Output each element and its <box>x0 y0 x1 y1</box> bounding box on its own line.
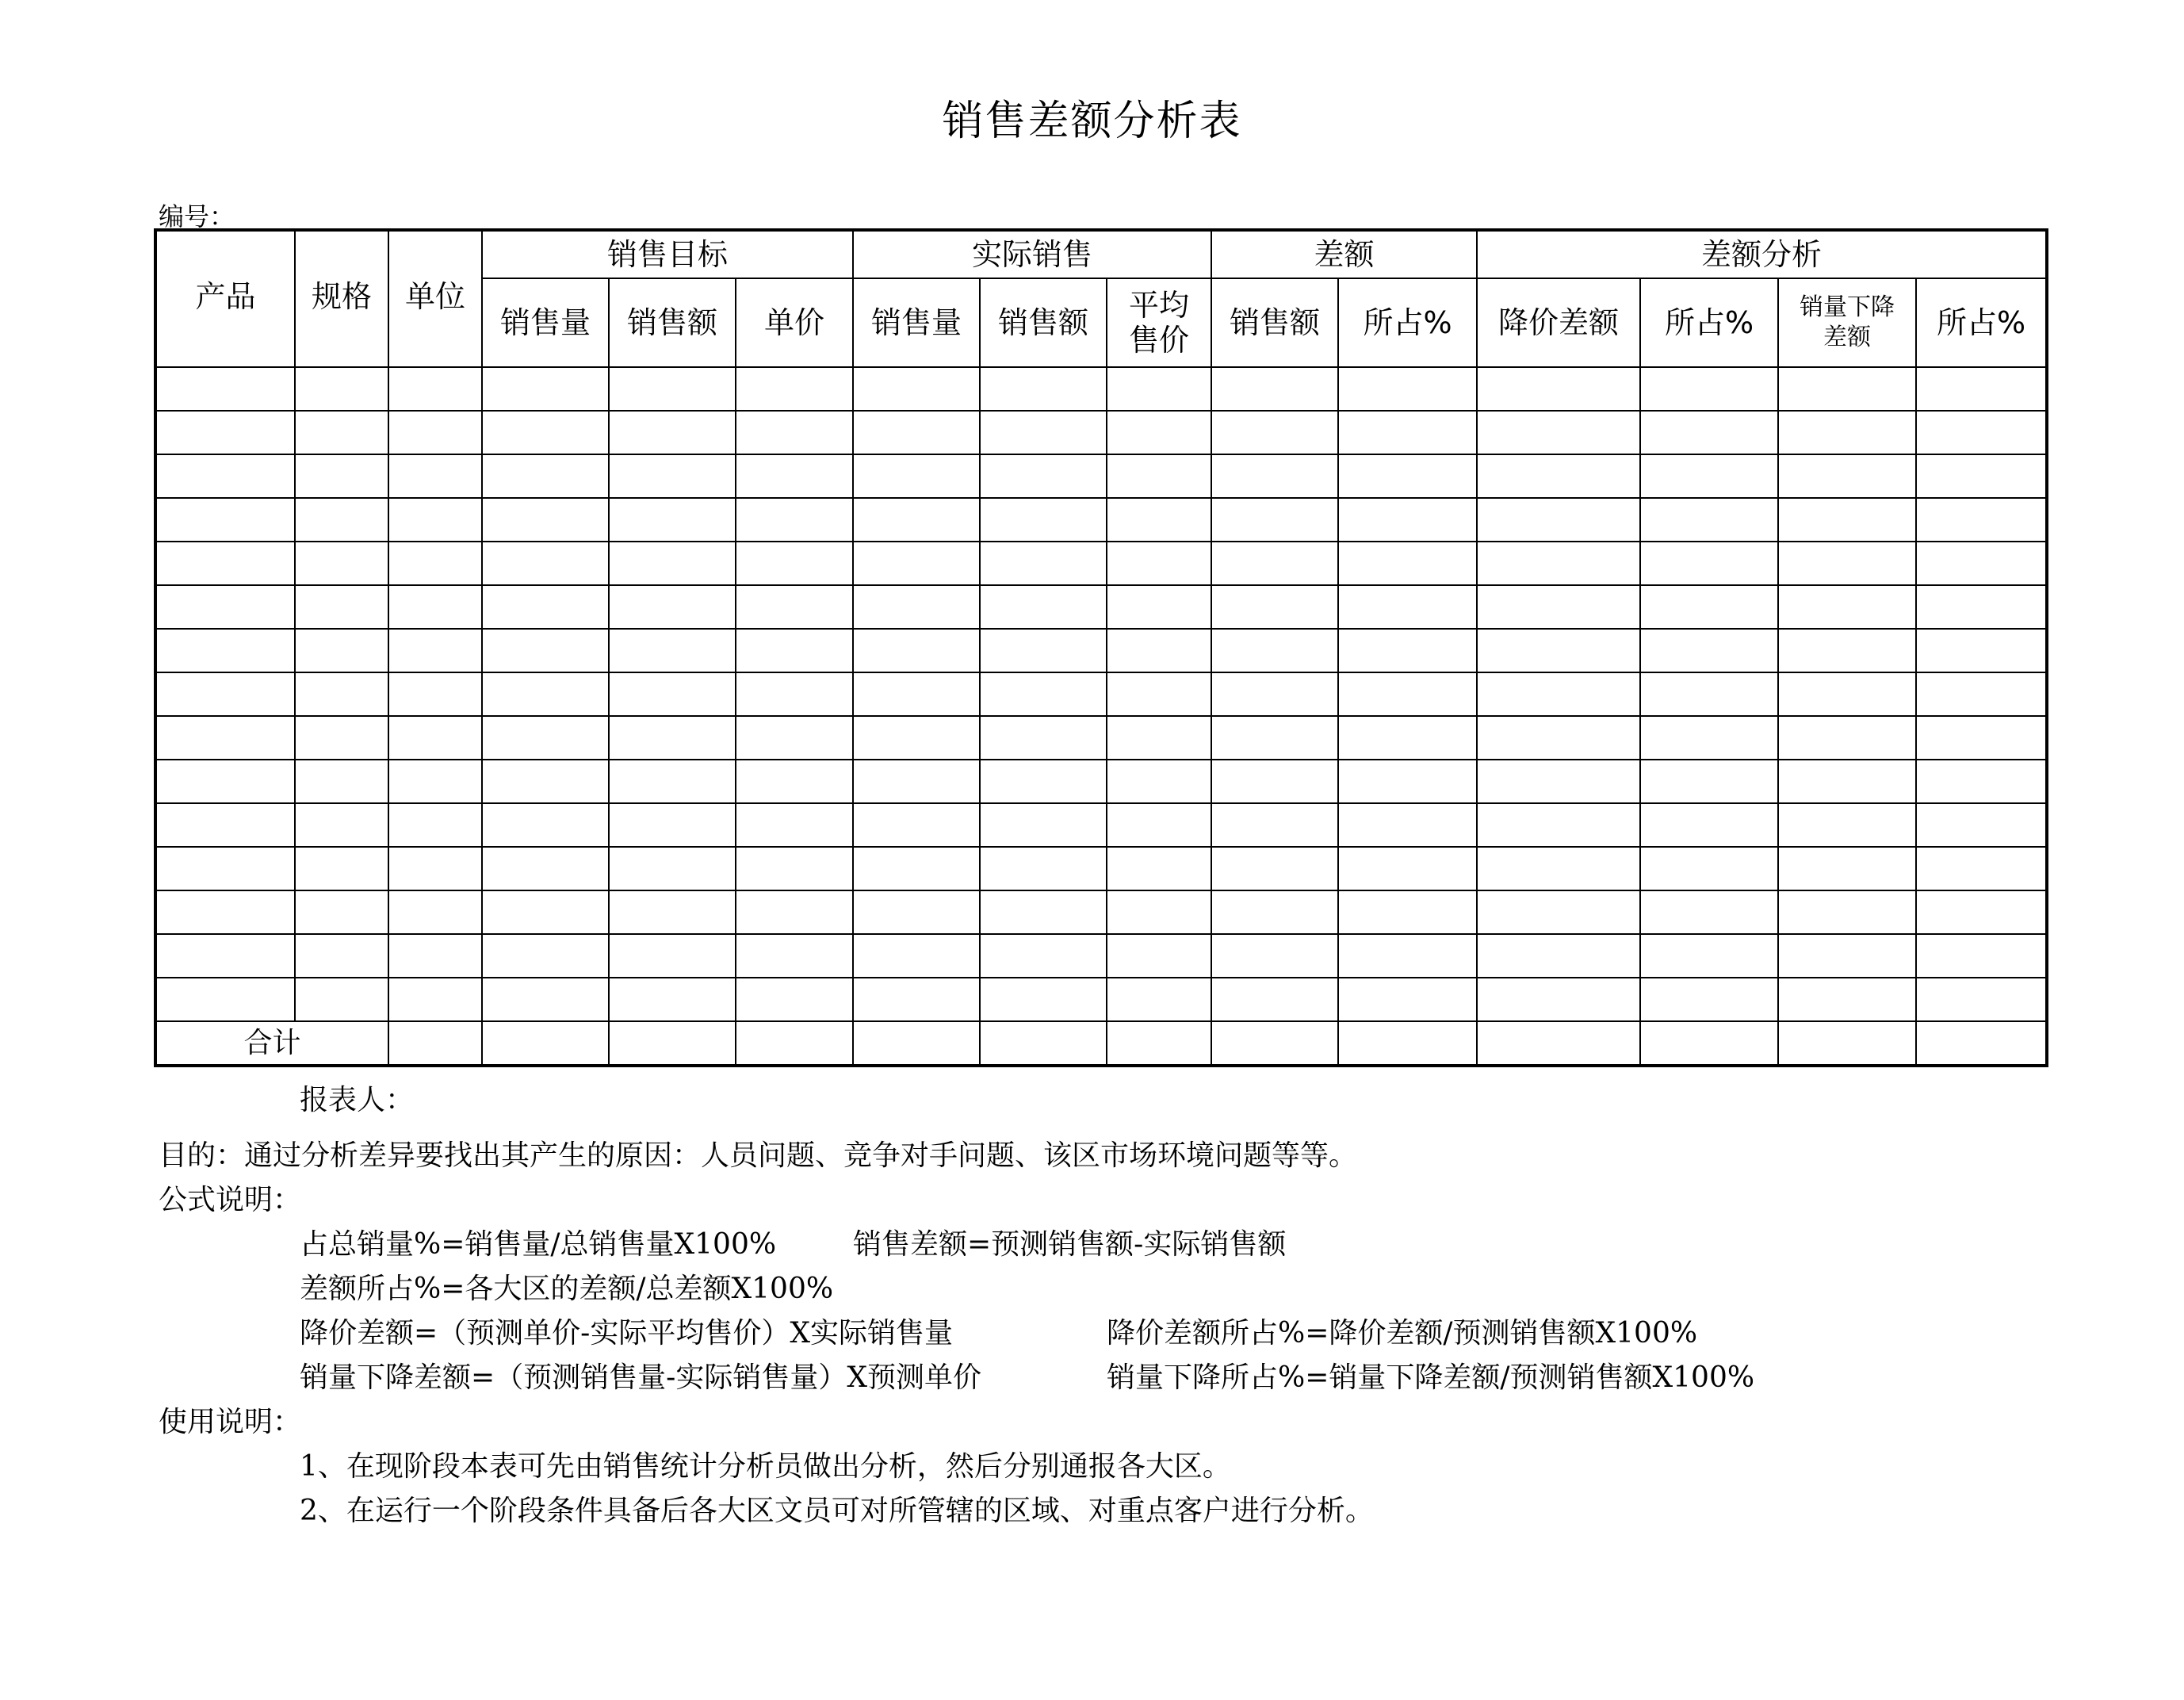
table-cell <box>388 716 482 760</box>
table-cell <box>853 585 980 629</box>
table-cell <box>609 760 736 803</box>
header-price-drop-share: 所占% <box>1640 278 1778 367</box>
table-cell <box>1916 1021 2047 1066</box>
table-cell <box>1640 542 1778 585</box>
header-product: 产品 <box>155 230 295 367</box>
table-cell <box>980 847 1107 890</box>
table-cell <box>482 542 609 585</box>
table-cell <box>853 716 980 760</box>
table-cell <box>1477 934 1640 978</box>
table-cell <box>482 847 609 890</box>
table-cell <box>482 629 609 672</box>
table-cell <box>388 585 482 629</box>
table-cell <box>1338 367 1477 411</box>
table-cell <box>388 411 482 454</box>
table-cell <box>1107 1021 1211 1066</box>
table-cell <box>295 542 388 585</box>
table-cell <box>1477 760 1640 803</box>
formula-price-drop-diff: 降价差额=（预测单价-实际平均售价）X实际销售量 <box>300 1317 953 1350</box>
table-row <box>155 629 2047 672</box>
table-cell <box>736 367 853 411</box>
table-cell <box>388 1021 482 1066</box>
table-cell <box>155 934 295 978</box>
table-cell <box>1640 498 1778 542</box>
header-volume-drop-share: 所占% <box>1916 278 2047 367</box>
table-cell <box>1338 672 1477 716</box>
table-cell <box>1477 454 1640 498</box>
table-cell <box>736 890 853 934</box>
header-diff-share: 所占% <box>1338 278 1477 367</box>
table-cell <box>482 934 609 978</box>
table-cell <box>482 978 609 1021</box>
table-cell <box>295 716 388 760</box>
table-cell <box>295 890 388 934</box>
table-cell <box>388 498 482 542</box>
header-spec: 规格 <box>295 230 388 367</box>
table-row <box>155 716 2047 760</box>
table-cell <box>388 803 482 847</box>
table-cell <box>1477 978 1640 1021</box>
table-cell <box>980 978 1107 1021</box>
usage-title: 使用说明： <box>159 1406 302 1438</box>
header-target-unit-price: 单价 <box>736 278 853 367</box>
table-cell <box>736 672 853 716</box>
table-cell <box>295 847 388 890</box>
table-cell <box>853 454 980 498</box>
table-cell <box>853 672 980 716</box>
table-cell <box>295 760 388 803</box>
table-cell <box>1211 847 1338 890</box>
table-row <box>155 934 2047 978</box>
table-row <box>155 585 2047 629</box>
table-cell <box>609 629 736 672</box>
table-cell <box>1640 454 1778 498</box>
table-cell <box>388 542 482 585</box>
table-row <box>155 760 2047 803</box>
table-cell <box>388 454 482 498</box>
table-row <box>155 367 2047 411</box>
table-cell <box>980 498 1107 542</box>
table-cell <box>1477 672 1640 716</box>
table-cell <box>1640 367 1778 411</box>
table-cell <box>853 542 980 585</box>
table-cell <box>1916 629 2047 672</box>
table-cell <box>609 716 736 760</box>
header-difference-analysis: 差额分析 <box>1477 230 2047 278</box>
table-cell <box>482 367 609 411</box>
table-cell <box>1640 1021 1778 1066</box>
table-cell <box>853 934 980 978</box>
table-cell <box>482 1021 609 1066</box>
table-cell <box>736 454 853 498</box>
table-cell <box>1778 978 1916 1021</box>
table-cell <box>295 454 388 498</box>
table-cell <box>1107 585 1211 629</box>
table-cell <box>1778 498 1916 542</box>
usage-item-1: 1、在现阶段本表可先由销售统计分析员做出分析，然后分别通报各大区。 <box>300 1450 1231 1483</box>
table-cell <box>1211 498 1338 542</box>
table-cell <box>1778 1021 1916 1066</box>
table-cell <box>388 629 482 672</box>
usage-item-2: 2、在运行一个阶段条件具备后各大区文员可对所管辖的区域、对重点客户进行分析。 <box>300 1495 1374 1527</box>
table-cell <box>155 411 295 454</box>
table-cell <box>1916 760 2047 803</box>
table-cell <box>1477 585 1640 629</box>
table-cell <box>1211 629 1338 672</box>
table-cell <box>1107 934 1211 978</box>
table-cell <box>1211 672 1338 716</box>
table-cell <box>1107 542 1211 585</box>
total-label: 合计 <box>155 1021 388 1066</box>
table-cell <box>609 367 736 411</box>
table-cell <box>609 978 736 1021</box>
formula-volume-drop-diff: 销量下降差额=（预测销售量-实际销售量）X预测单价 <box>300 1361 981 1394</box>
table-cell <box>736 978 853 1021</box>
table-cell <box>388 847 482 890</box>
table-cell <box>1338 629 1477 672</box>
header-actual-sales: 实际销售 <box>853 230 1211 278</box>
table-cell <box>155 672 295 716</box>
header-difference: 差额 <box>1211 230 1477 278</box>
table-cell <box>1640 585 1778 629</box>
notes-section <box>159 1078 1755 1700</box>
serial-number-label: 编号： <box>159 201 235 232</box>
table-cell <box>853 1021 980 1066</box>
total-row <box>155 1021 2047 1066</box>
table-cell <box>1778 411 1916 454</box>
table-cell <box>1107 716 1211 760</box>
table-cell <box>1338 847 1477 890</box>
table-cell <box>980 585 1107 629</box>
table-cell <box>1778 760 1916 803</box>
table-cell <box>1916 890 2047 934</box>
table-cell <box>1778 716 1916 760</box>
table-cell <box>1477 847 1640 890</box>
table-cell <box>1107 454 1211 498</box>
table-cell <box>1107 803 1211 847</box>
table-cell <box>1916 847 2047 890</box>
table-cell <box>1916 978 2047 1021</box>
table-cell <box>736 716 853 760</box>
table-cell <box>295 585 388 629</box>
table-cell <box>388 672 482 716</box>
table-cell <box>736 934 853 978</box>
table-cell <box>736 803 853 847</box>
table-cell <box>1107 890 1211 934</box>
table-cell <box>1778 367 1916 411</box>
table-cell <box>1107 498 1211 542</box>
table-cell <box>980 454 1107 498</box>
table-cell <box>388 367 482 411</box>
table-cell <box>155 890 295 934</box>
table-cell <box>1338 411 1477 454</box>
formula-volume-share: 占总销量%=销售量/总销售量X100% <box>300 1228 777 1261</box>
table-cell <box>1338 454 1477 498</box>
table-cell <box>482 454 609 498</box>
table-cell <box>1640 890 1778 934</box>
table-cell <box>295 672 388 716</box>
table-cell <box>609 585 736 629</box>
table-cell <box>1477 629 1640 672</box>
table-cell <box>1916 934 2047 978</box>
table-cell <box>295 498 388 542</box>
header-target-amount: 销售额 <box>609 278 736 367</box>
table-cell <box>853 367 980 411</box>
formula-diff-share: 差额所占%=各大区的差额/总差额X100% <box>300 1273 834 1305</box>
table-cell <box>1477 1021 1640 1066</box>
table-cell <box>482 498 609 542</box>
header-volume-drop-diff: 销量下降 差额 <box>1778 278 1916 367</box>
table-cell <box>980 367 1107 411</box>
table-row <box>155 411 2047 454</box>
table-cell <box>1338 760 1477 803</box>
table-cell <box>853 411 980 454</box>
header-unit: 单位 <box>388 230 482 367</box>
table-cell <box>1640 672 1778 716</box>
table-cell <box>1477 498 1640 542</box>
header-actual-volume: 销售量 <box>853 278 980 367</box>
table-cell <box>1916 585 2047 629</box>
table-cell <box>482 803 609 847</box>
table-cell <box>295 934 388 978</box>
table-cell <box>155 585 295 629</box>
table-cell <box>1211 934 1338 978</box>
table-cell <box>1640 716 1778 760</box>
table-cell <box>1338 978 1477 1021</box>
table-cell <box>609 672 736 716</box>
header-actual-avg-price: 平均 售价 <box>1107 278 1211 367</box>
table-cell <box>1211 890 1338 934</box>
table-cell <box>482 672 609 716</box>
table-cell <box>1916 716 2047 760</box>
document-title: 销售差额分析表 <box>942 98 1242 145</box>
table-cell <box>1778 847 1916 890</box>
table-cell <box>1211 411 1338 454</box>
table-cell <box>1338 890 1477 934</box>
table-cell <box>1778 585 1916 629</box>
reporter-label: 报表人： <box>300 1084 415 1116</box>
table-cell <box>1338 934 1477 978</box>
table-cell <box>155 498 295 542</box>
table-cell <box>609 542 736 585</box>
table-cell <box>1477 803 1640 847</box>
table-cell <box>155 760 295 803</box>
table-cell <box>155 542 295 585</box>
table-cell <box>1211 367 1338 411</box>
table-cell <box>1477 542 1640 585</box>
table-cell <box>1916 411 2047 454</box>
table-cell <box>980 934 1107 978</box>
table-cell <box>736 411 853 454</box>
table-cell <box>609 411 736 454</box>
table-cell <box>1477 716 1640 760</box>
table-cell <box>295 629 388 672</box>
table-cell <box>1640 847 1778 890</box>
table-cell <box>1338 716 1477 760</box>
table-cell <box>736 629 853 672</box>
table-cell <box>482 890 609 934</box>
header-sales-target: 销售目标 <box>482 230 853 278</box>
table-cell <box>609 934 736 978</box>
table-cell <box>1211 454 1338 498</box>
table-row <box>155 803 2047 847</box>
table-cell <box>1640 760 1778 803</box>
table-cell <box>1477 890 1640 934</box>
table-cell <box>609 454 736 498</box>
table-cell <box>1916 367 2047 411</box>
table-row <box>155 978 2047 1021</box>
table-cell <box>1640 803 1778 847</box>
formula-sales-diff: 销售差额=预测销售额-实际销售额 <box>853 1228 1287 1261</box>
table-cell <box>609 847 736 890</box>
table-cell <box>1211 1021 1338 1066</box>
table-cell <box>1338 542 1477 585</box>
table-cell <box>155 454 295 498</box>
table-cell <box>388 760 482 803</box>
table-cell <box>1211 542 1338 585</box>
table-cell <box>1338 498 1477 542</box>
table-cell <box>609 803 736 847</box>
table-cell <box>980 629 1107 672</box>
table-cell <box>1640 978 1778 1021</box>
table-cell <box>1107 629 1211 672</box>
purpose-text: 目的：通过分析差异要找出其产生的原因：人员问题、竞争对手问题、该区市场环境问题等等。 <box>159 1139 1358 1172</box>
table-cell <box>1107 760 1211 803</box>
table-cell <box>1107 978 1211 1021</box>
table-cell <box>388 890 482 934</box>
table-cell <box>1778 672 1916 716</box>
formula-title: 公式说明： <box>159 1184 302 1216</box>
table-cell <box>980 542 1107 585</box>
formula-price-drop-share: 降价差额所占%=降价差额/预测销售额X100% <box>1107 1317 1698 1350</box>
table-cell <box>1916 454 2047 498</box>
table-cell <box>1778 890 1916 934</box>
table-cell <box>609 498 736 542</box>
table-cell <box>155 847 295 890</box>
table-cell <box>482 585 609 629</box>
table-row <box>155 454 2047 498</box>
header-price-drop-diff: 降价差额 <box>1477 278 1640 367</box>
table-cell <box>853 847 980 890</box>
table-cell <box>853 629 980 672</box>
table-cell <box>1338 585 1477 629</box>
table-cell <box>1107 411 1211 454</box>
table-cell <box>1211 803 1338 847</box>
table-cell <box>853 890 980 934</box>
table-cell <box>482 411 609 454</box>
header-actual-amount: 销售额 <box>980 278 1107 367</box>
table-cell <box>736 498 853 542</box>
table-cell <box>1107 672 1211 716</box>
table-cell <box>1338 803 1477 847</box>
table-cell <box>736 760 853 803</box>
table-cell <box>295 411 388 454</box>
table-cell <box>736 1021 853 1066</box>
table-cell <box>1107 367 1211 411</box>
table-cell <box>155 367 295 411</box>
table-row <box>155 847 2047 890</box>
sales-difference-table <box>154 228 2048 1067</box>
table-row <box>155 498 2047 542</box>
table-cell <box>155 978 295 1021</box>
table-cell <box>1477 367 1640 411</box>
table-cell <box>609 890 736 934</box>
table-cell <box>388 978 482 1021</box>
table-cell <box>1778 454 1916 498</box>
table-cell <box>980 672 1107 716</box>
table-cell <box>1640 934 1778 978</box>
table-cell <box>1211 585 1338 629</box>
table-cell <box>980 890 1107 934</box>
table-cell <box>388 934 482 978</box>
table-cell <box>155 716 295 760</box>
table-cell <box>1778 934 1916 978</box>
table-cell <box>482 716 609 760</box>
table-cell <box>736 542 853 585</box>
header-diff-amount: 销售额 <box>1211 278 1338 367</box>
table-cell <box>482 760 609 803</box>
table-cell <box>980 716 1107 760</box>
table-cell <box>1916 498 2047 542</box>
table-row <box>155 672 2047 716</box>
table-cell <box>1211 760 1338 803</box>
table-row <box>155 890 2047 934</box>
table-cell <box>295 803 388 847</box>
table-cell <box>736 585 853 629</box>
table-row <box>155 542 2047 585</box>
table-cell <box>980 411 1107 454</box>
table-cell <box>980 803 1107 847</box>
table-cell <box>1916 542 2047 585</box>
table-cell <box>980 1021 1107 1066</box>
table-cell <box>853 760 980 803</box>
table-cell <box>1778 629 1916 672</box>
table-cell <box>1778 803 1916 847</box>
table-cell <box>1211 978 1338 1021</box>
table-cell <box>853 978 980 1021</box>
table-cell <box>980 760 1107 803</box>
table-cell <box>1640 411 1778 454</box>
table-cell <box>1640 629 1778 672</box>
table-cell <box>1211 716 1338 760</box>
table-cell <box>1916 672 2047 716</box>
formula-volume-drop-share: 销量下降所占%=销量下降差额/预测销售额X100% <box>1107 1361 1755 1394</box>
table-cell <box>1338 1021 1477 1066</box>
header-target-volume: 销售量 <box>482 278 609 367</box>
table-cell <box>609 1021 736 1066</box>
table-cell <box>155 803 295 847</box>
table-cell <box>853 498 980 542</box>
table-cell <box>1778 542 1916 585</box>
table-cell <box>1916 803 2047 847</box>
table-cell <box>736 847 853 890</box>
table-cell <box>295 367 388 411</box>
table-cell <box>155 629 295 672</box>
table-cell <box>853 803 980 847</box>
table-cell <box>295 978 388 1021</box>
table-cell <box>1477 411 1640 454</box>
table-cell <box>1107 847 1211 890</box>
